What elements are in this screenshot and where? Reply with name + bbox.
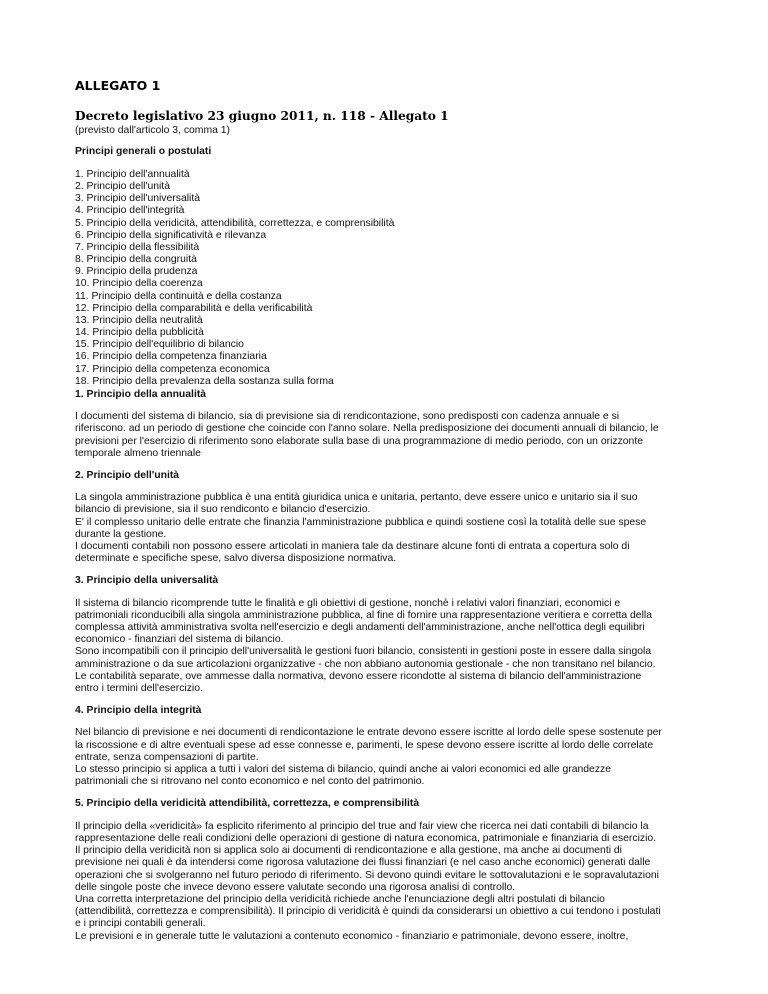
principle-list-item: 1. Principio dell'annualità (75, 169, 190, 180)
section-body (75, 598, 707, 696)
principle-list-item: 3. Principio dell'universalità (75, 193, 201, 205)
sections-container (75, 389, 707, 953)
section-line: La singola amministrazione pubblica è una entità giuridica unica e unitaria, pertanto, deve essere unico e unitario sia il suo (75, 492, 638, 504)
section-line: Le contabilità separate, ove ammesse dalla normativa, devono essere ricondotte al sistema di bilancio dell'amministrazione (75, 670, 642, 682)
section-line: amministrazione o da sue articolazioni organizzative - che non abbiano autonomia gestionale - che non transitano nel bilancio. (75, 658, 656, 670)
principle-list-item: 16. Principio della competenza finanziaria (75, 351, 267, 363)
section-body (75, 821, 707, 943)
section-heading: 2. Principio dell'unità (75, 470, 180, 482)
section-line: entrate, senza compensazioni di partite. (75, 751, 259, 763)
principle-list-item: 18. Principio della prevalenza della sostanza sulla forma (75, 375, 334, 387)
section-body (75, 411, 707, 460)
allegato-label: ALLEGATO 1 (75, 78, 161, 93)
section-line: Sono incompatibili con il principio dell'universalità le gestioni fuori bilancio, consistenti in gestioni poste in essere dalla singola (75, 646, 652, 658)
section-line: delle singole poste che invece devono essere valutate secondo una rigorosa analisi di controllo. (75, 881, 516, 893)
section-line: E' il complesso unitario delle entrate che finanzia l'amministrazione pubblica e quindi sostiene così la totalità delle sue spese (75, 516, 647, 528)
section-line: e i principi contabili generali. (75, 918, 206, 930)
decree-title: Decreto legislativo 23 giugno 2011, n. 118 - Allegato 1 (75, 109, 449, 123)
section-line: previsione nei quali è da intendersi come rigorosa valutazione dei flussi finanziari (e nel caso anche economici) generati dalle (75, 857, 651, 869)
section-line: patrimoniali che si ritrovano nel conto economico e nel conto del patrimonio. (75, 776, 425, 788)
principles-list (75, 169, 394, 388)
principle-list-item: 17. Principio della competenza economica (75, 363, 270, 375)
principle-list-item: 13. Principio della neutralità (75, 314, 203, 326)
section-line: (attendibilità, correttezza e comprensibilità). Il principio di veridicità è quindi da considerarsi un obiettivo a cui tendono i postulati (75, 906, 661, 918)
principle-list-item: 11. Principio della continuità e della costanza (75, 290, 282, 302)
principle-section (75, 389, 707, 460)
principle-section (75, 470, 707, 565)
section-line: economico - finanziari del sistema di bilancio. (75, 634, 284, 646)
principle-section (75, 575, 707, 695)
section-line: patrimoniali riconducibili alla singola amministrazione pubblica, al fine di fornire una rappresentazione veritiera e corretta della (75, 609, 652, 621)
section-line: durante la gestione. (75, 528, 167, 540)
section-line: I documenti contabili non possono essere articolati in maniera tale da destinare alcune fonti di entrata a copertura solo di (75, 541, 630, 553)
section-line: temporale almeno triennale (75, 447, 201, 459)
section-heading: 3. Principio della universalità (75, 575, 219, 587)
section-heading: 1. Principio della annualità (75, 389, 207, 400)
section-line: Il principio della «veridicità» fa esplicito riferimento al principio del true and fair view che ricerca nei dati contabili di bilancio la (75, 820, 649, 832)
principle-list-item: 8. Principio della congruità (75, 254, 197, 266)
section-heading: 5. Principio della veridicità attendibilità, correttezza, e comprensibilità (75, 798, 420, 810)
principle-list-item: 2. Principio dell'unità (75, 181, 170, 193)
section-line: operazioni che si svolgeranno nel futuro periodo di riferimento. Si devono quindi evitare le sottovalutazioni e le sopravalutazioni (75, 869, 659, 881)
section-line: Il principio della veridicità non si applica solo ai documenti di rendicontazione e alla gestione, ma anche ai documenti di (75, 845, 622, 857)
section-line: riferiscono. ad un periodo di gestione che coincide con l'anno solare. Nella predisposizione dei documenti annuali di bilancio, le (75, 423, 659, 435)
principle-list-item: 9. Principio della prudenza (75, 266, 198, 278)
section-line: bilancio di previsione, sia il suo rendiconto e bilancio d'esercizio. (75, 504, 371, 516)
principles-title: Principi generali o postulati (75, 146, 212, 157)
principle-list-item: 10. Principio della coerenza (75, 278, 203, 290)
principle-section (75, 798, 707, 942)
section-line: previsioni per l'esercizio di riferimento sono elaborate sulla base di una programmazione di medio periodo, con un orizzonte (75, 435, 644, 447)
section-line: entro i termini dell'esercizio. (75, 683, 203, 695)
section-body (75, 727, 707, 788)
principle-list-item: 12. Principio della comparabilità e della verificabilità (75, 302, 313, 314)
principle-list-item: 7. Principio della flessibilità (75, 241, 200, 253)
section-line: Lo stesso principio si applica a tutti i valori del sistema di bilancio, quindi anche ai valori economici ed alle grandezze (75, 764, 611, 776)
principle-list-item: 14. Principio della pubblicità (75, 327, 204, 339)
principle-list-item: 5. Principio della veridicità, attendibilità, correttezza, e comprensibilità (75, 217, 395, 229)
section-line: determinate e specifiche spese, salvo diversa disposizione normativa. (75, 553, 397, 565)
section-line: complessa attività amministrativa svolta nell'esercizio e degli andamenti dell'amministrazione, anche nell'ottica degli equilibri (75, 622, 645, 634)
principle-list-item: 6. Principio della significatività e rilevanza (75, 229, 267, 241)
section-line: Il sistema di bilancio ricomprende tutte le finalità e gli obiettivi di gestione, nonchè i relativi valori finanziari, economici e (75, 597, 621, 609)
section-line: la riscossione e di altre eventuali spese ad esse connesse e, parimenti, le spese devono essere iscritte al lordo delle correlate (75, 739, 654, 751)
section-line: rappresentazione delle reali condizioni delle operazioni di gestione di natura economica, patrimoniale e finanziaria di esercizio. (75, 832, 657, 844)
section-body (75, 492, 707, 565)
principle-list-item: 15. Principio dell'equilibrio di bilancio (75, 339, 244, 351)
section-line: Una corretta interpretazione del principio della veridicità richiede anche l'enunciazione degli altri postulati di bilancio (75, 893, 605, 905)
section-heading: 4. Principio della integrità (75, 705, 202, 717)
principle-section (75, 705, 707, 788)
section-line: I documenti del sistema di bilancio, sia di previsione sia di rendicontazione, sono predisposti con cadenza annuale e si (75, 411, 620, 423)
decree-subtitle: (previsto dall'articolo 3, comma 1) (75, 125, 231, 136)
section-line: Le previsioni e in generale tutte le valutazioni a contenuto economico - finanziario e patrimoniale, devono essere, inoltre, (75, 930, 629, 942)
section-line: Nel bilancio di previsione e nei documenti di rendicontazione le entrate devono essere iscritte al lordo delle spese sostenute per (75, 727, 662, 739)
principle-list-item: 4. Principio dell'integrità (75, 205, 185, 217)
